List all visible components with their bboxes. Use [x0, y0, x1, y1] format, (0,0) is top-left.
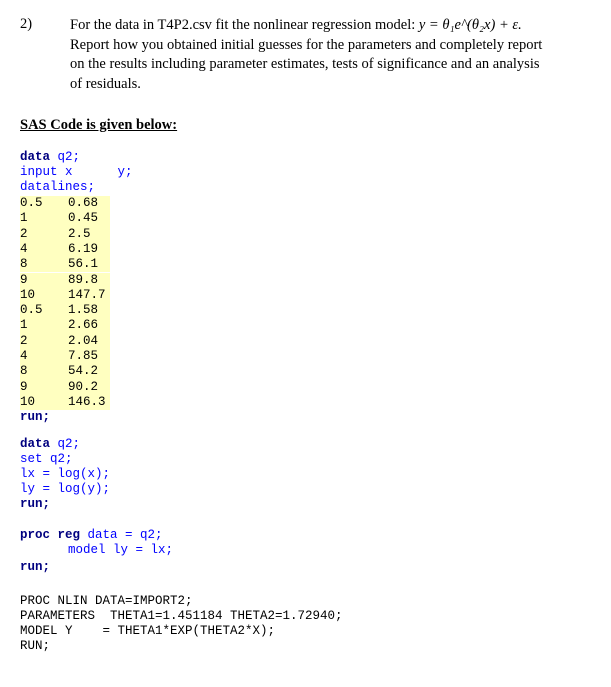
data-y-value: 7.85 — [68, 349, 110, 364]
sas-code-heading: SAS Code is given below: — [20, 117, 178, 133]
data-statement-2: data q2; — [20, 437, 81, 451]
data-y-value: 147.7 — [68, 288, 110, 303]
question-line-3: on the results including parameter estimates, tests of significance and an analysis — [70, 56, 540, 72]
data-y-value: 0.68 — [68, 196, 110, 211]
data-row — [20, 334, 110, 349]
data-x-value: 4 — [20, 349, 68, 364]
question-line-1: For the data in T4P2.csv fit the nonlinear regression model: y = θ₁e^(θ₂x) + ε. — [70, 17, 522, 33]
run-statement-3: run; — [20, 560, 51, 574]
nlin-model-statement: MODEL Y = THETA1*EXP(THETA2*X); — [20, 624, 276, 638]
data-x-value: 4 — [20, 242, 68, 257]
data-y-value: 2.5 — [68, 227, 110, 242]
data-row — [20, 242, 110, 257]
data-statement: data q2; — [20, 150, 81, 164]
data-x-value: 10 — [20, 288, 68, 303]
data-y-value: 54.2 — [68, 364, 110, 379]
data-x-value: 0.5 — [20, 196, 68, 211]
question-text — [70, 16, 605, 94]
input-statement: input x y; — [20, 165, 133, 179]
nlin-run-statement: RUN; — [20, 639, 51, 653]
model-equation: y = θ₁e^(θ₂x) + ε. — [418, 17, 522, 33]
parameters-statement: PARAMETERS THETA1=1.451184 THETA2=1.72940; — [20, 609, 343, 623]
data-x-value: 8 — [20, 364, 68, 379]
question-line-4: of residuals. — [70, 75, 141, 92]
set-statement: set q2; — [20, 452, 73, 466]
data-y-value: 2.66 — [68, 318, 110, 333]
ly-statement: ly = log(y); — [20, 482, 111, 496]
data-y-value: 0.45 — [68, 211, 110, 226]
datalines-statement: datalines; — [20, 180, 96, 194]
data-row — [20, 257, 110, 272]
data-x-value: 9 — [20, 273, 68, 288]
data-y-value: 1.58 — [68, 303, 110, 318]
data-row — [20, 349, 110, 364]
data-x-value: 2 — [20, 227, 68, 242]
data-row — [20, 211, 110, 226]
data-row — [20, 288, 110, 303]
data-y-value: 2.04 — [68, 334, 110, 349]
data-x-value: 8 — [20, 257, 68, 272]
data-x-value: 9 — [20, 380, 68, 395]
data-x-value: 0.5 — [20, 303, 68, 318]
data-x-value: 10 — [20, 395, 68, 410]
data-y-value: 146.3 — [68, 395, 110, 410]
data-y-value: 6.19 — [68, 242, 110, 257]
run-statement-1: run; — [20, 410, 51, 424]
data-x-value: 1 — [20, 211, 68, 226]
data-row — [20, 395, 110, 410]
question-line-2: Report how you obtained initial guesses for the parameters and completely report — [70, 36, 543, 53]
data-row — [20, 303, 110, 318]
data-row — [20, 380, 110, 395]
data-row — [20, 364, 110, 379]
data-y-value: 89.8 — [68, 273, 110, 288]
data-y-value: 90.2 — [68, 380, 110, 395]
data-x-value: 1 — [20, 318, 68, 333]
question-number: 2) — [20, 16, 33, 32]
proc-reg-statement: proc reg data = q2; — [20, 528, 163, 542]
model-statement: model ly = lx; — [68, 543, 174, 557]
data-x-value: 2 — [20, 334, 68, 349]
run-statement-2: run; — [20, 497, 51, 511]
lx-statement: lx = log(x); — [20, 467, 111, 481]
proc-nlin-statement: PROC NLIN DATA=IMPORT2; — [20, 594, 193, 608]
data-y-value: 56.1 — [68, 257, 110, 272]
data-row — [20, 227, 110, 242]
data-row — [20, 318, 110, 333]
data-row — [20, 273, 110, 288]
data-row — [20, 196, 110, 211]
